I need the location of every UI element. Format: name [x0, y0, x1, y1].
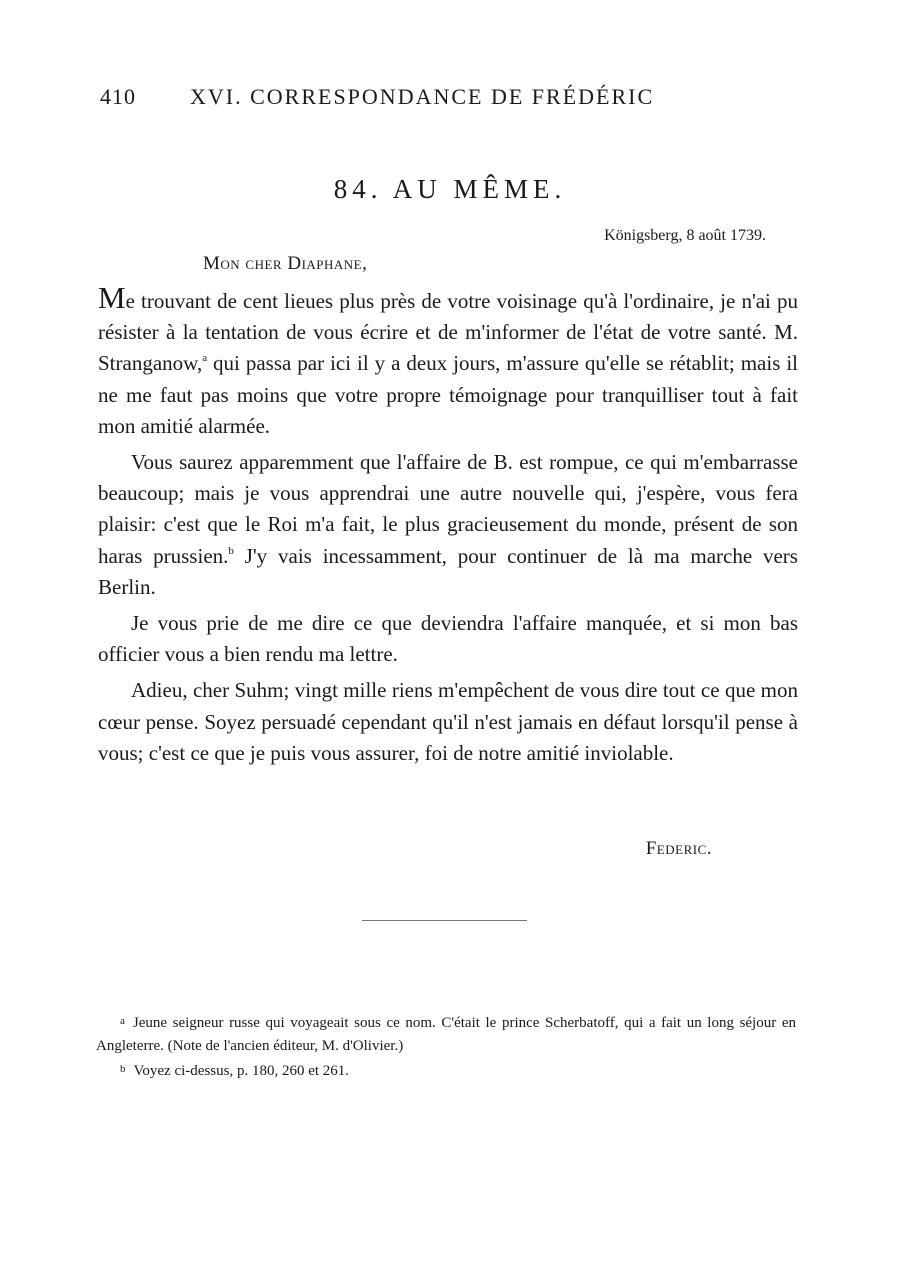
footnote-text: Voyez ci-dessus, p. 180, 260 et 261.	[133, 1063, 350, 1079]
signature: Federic.	[645, 838, 712, 859]
footnote-mark: a	[120, 1015, 125, 1027]
paragraph-text: J'y vais incessamment, pour continuer de là ma marche vers Berlin.	[98, 543, 798, 599]
paragraph	[98, 675, 798, 769]
paragraph-text: qui passa par ici il y a deux jours, m'assure qu'elle se rétablit; mais il ne me faut pas moins que votre propre témoignage pour tranquilliser tout à fait mon amitié alarmée.	[98, 351, 798, 438]
footnote	[96, 1010, 796, 1058]
page-number: 410	[100, 84, 136, 109]
drop-cap: M	[98, 280, 126, 315]
dateline: Königsberg, 8 août 1739.	[604, 227, 766, 244]
letter-body	[98, 282, 798, 774]
footnotes	[96, 1010, 796, 1083]
paragraph-text: e trouvant de cent lieues plus près de votre voisinage qu'à l'ordinaire, je n'ai pu résister à la tentation de vous écrire et de m'informer de l'état de votre santé. M. Stranganow,	[98, 289, 798, 376]
footnote-text: Jeune seigneur russe qui voyageait sous ce nom. C'était le prince Scherbatoff, qui a fait un long séjour en Angleterre. (Note de l'ancien éditeur, M. d'Olivier.)	[96, 1015, 796, 1054]
running-title: XVI. CORRESPONDANCE DE FRÉDÉRIC	[190, 84, 655, 109]
footnote	[96, 1058, 796, 1083]
paragraph	[98, 282, 798, 442]
letter-title: 84. AU MÊME.	[333, 174, 567, 204]
separator-rule	[362, 920, 527, 921]
running-head	[100, 84, 740, 110]
salutation: Mon cher Diaphane,	[203, 253, 368, 274]
footnote-ref[interactable]: a	[202, 352, 208, 365]
paragraph	[98, 447, 798, 603]
paragraph-text: Adieu, cher Suhm; vingt mille riens m'empêchent de vous dire tout ce que mon cœur pense. Soyez persuadé cependant qu'il n'est jamais en défaut lorsqu'il pense à vous; c'est ce que je puis vous assurer, foi de notre amitié inviolable.	[98, 678, 798, 765]
footnote-ref[interactable]: b	[228, 544, 234, 557]
paragraph	[98, 608, 798, 670]
paragraph-text: Vous saurez apparemment que l'affaire de B. est rompue, ce qui m'embarrasse beaucoup; mais je vous apprendrai une autre nouvelle qui, j'espère, vous fera plaisir: c'est que le Roi m'a fait, le plus gracieusement du monde, présent de son haras prussien.	[98, 450, 798, 568]
paragraph-text: Je vous prie de me dire ce que deviendra l'affaire manquée, et si mon bas officier vous a bien rendu ma lettre.	[98, 611, 798, 667]
footnote-mark: b	[120, 1063, 126, 1075]
